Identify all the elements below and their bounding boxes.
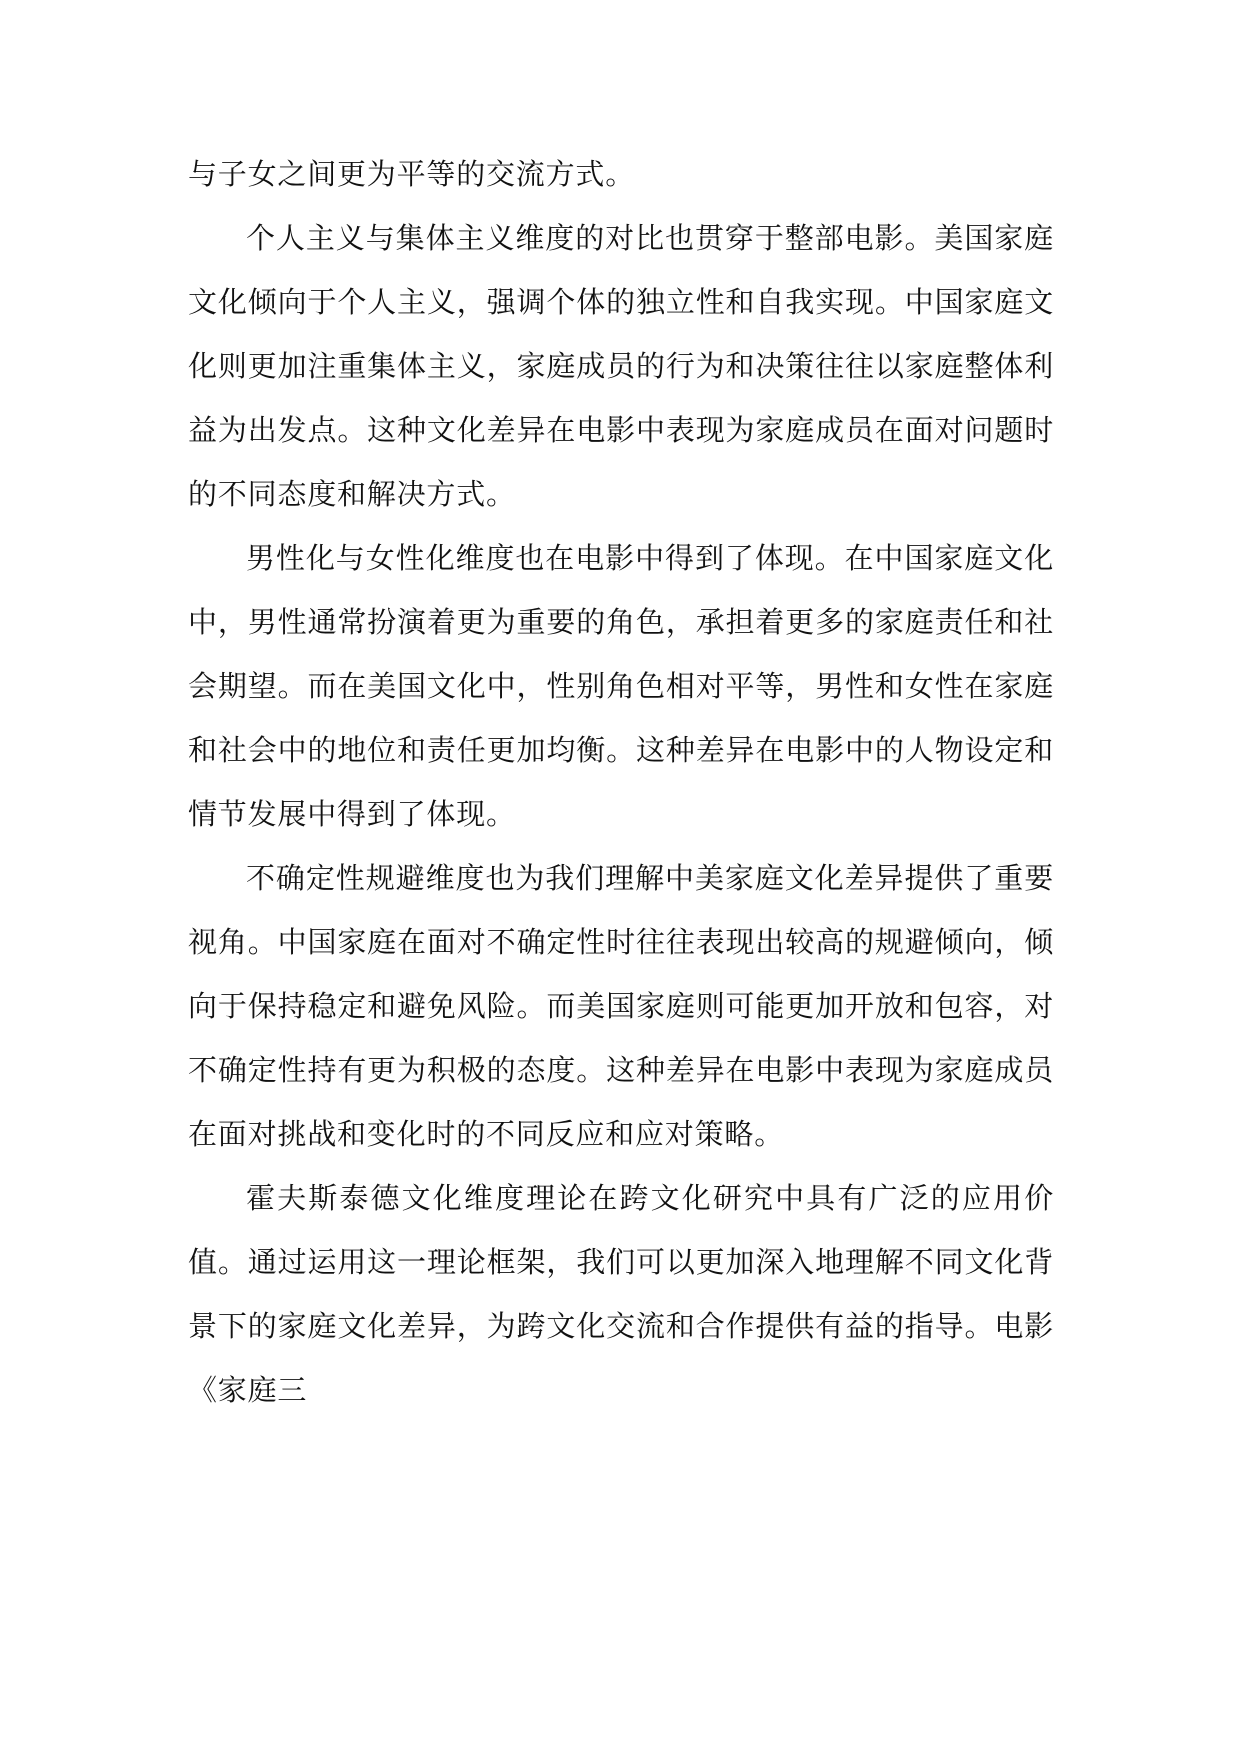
body-text xyxy=(188,142,1054,1422)
paragraph-5: 霍夫斯泰德文化维度理论在跨文化研究中具有广泛的应用价值。通过运用这一理论框架，我们可以更加深入地理解不同文化背景下的家庭文化差异，为跨文化交流和合作提供有益的指导。电影《家庭三 xyxy=(188,1181,1054,1407)
paragraph-3: 男性化与女性化维度也在电影中得到了体现。在中国家庭文化中，男性通常扮演着更为重要的角色，承担着更多的家庭责任和社会期望。而在美国文化中，性别角色相对平等，男性和女性在家庭和社会中的地位和责任更加均衡。这种差异在电影中的人物设定和情节发展中得到了体现。 xyxy=(188,541,1054,831)
paragraph-4: 不确定性规避维度也为我们理解中美家庭文化差异提供了重要视角。中国家庭在面对不确定性时往往表现出较高的规避倾向，倾向于保持稳定和避免风险。而美国家庭则可能更加开放和包容，对不确定性持有更为积极的态度。这种差异在电影中表现为家庭成员在面对挑战和变化时的不同反应和应对策略。 xyxy=(188,861,1054,1151)
paragraph-1: 与子女之间更为平等的交流方式。 xyxy=(188,157,636,191)
paragraph-2: 个人主义与集体主义维度的对比也贯穿于整部电影。美国家庭文化倾向于个人主义，强调个体的独立性和自我实现。中国家庭文化则更加注重集体主义，家庭成员的行为和决策往往以家庭整体利益为出发点。这种文化差异在电影中表现为家庭成员在面对问题时的不同态度和解决方式。 xyxy=(188,221,1054,511)
